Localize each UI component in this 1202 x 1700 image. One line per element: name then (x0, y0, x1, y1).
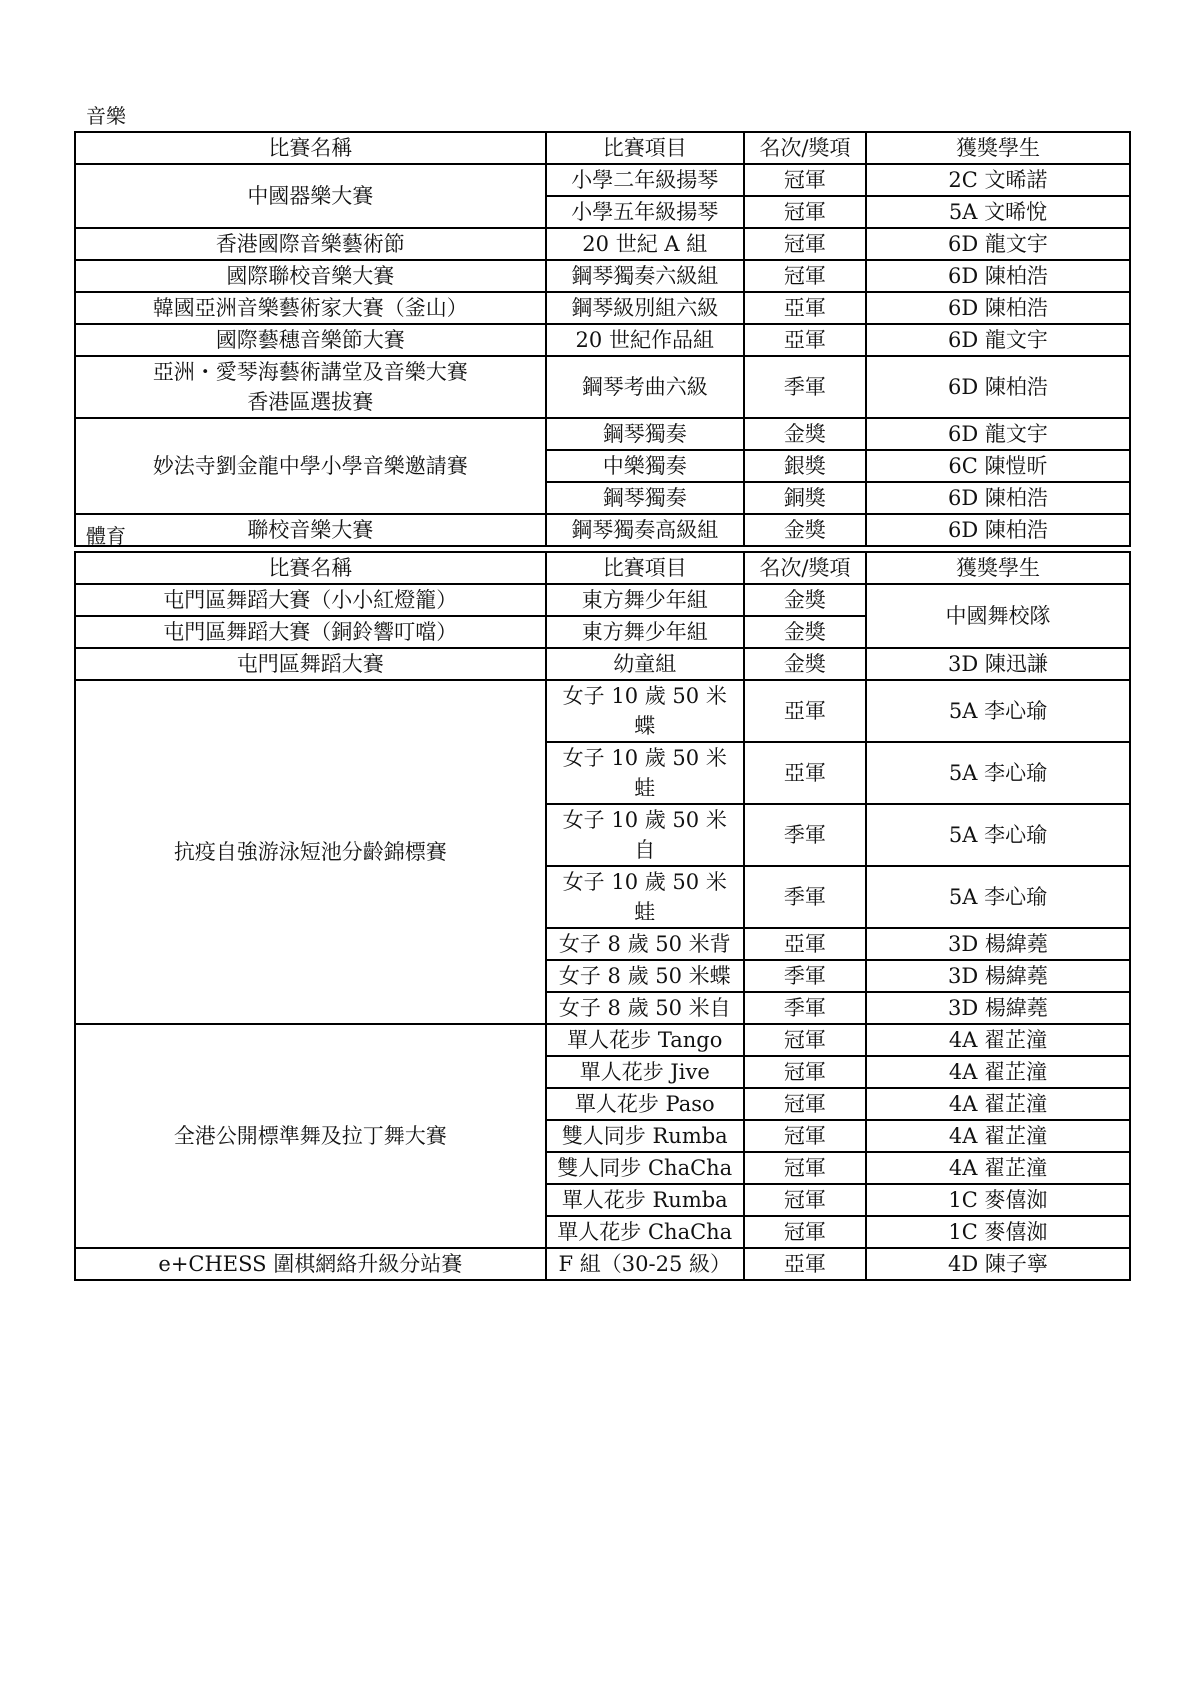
award-rank-cell: 冠軍 (744, 1184, 866, 1216)
award-student-cell: 3D 陳迅謙 (866, 648, 1130, 680)
award-student-cell: 4A 翟芷潼 (866, 1088, 1130, 1120)
sports-section-title: 體育 (86, 524, 126, 548)
competition-name-cell: 聯校音樂大賽 (75, 514, 546, 546)
competition-item-cell: 小學五年級揚琴 (546, 196, 744, 228)
competition-item-cell: 20 世紀作品組 (546, 324, 744, 356)
award-student-cell: 5A 李心瑜 (866, 742, 1130, 804)
competition-item-cell: 女子 8 歲 50 米自 (546, 992, 744, 1024)
table-row (75, 356, 1130, 418)
award-student-cell: 4A 翟芷潼 (866, 1024, 1130, 1056)
award-student-cell: 5A 李心瑜 (866, 804, 1130, 866)
table-row (75, 1248, 1130, 1280)
competition-name-cell: 國際藝穗音樂節大賽 (75, 324, 546, 356)
award-student-cell: 1C 麥僖洳 (866, 1184, 1130, 1216)
music-section-title: 音樂 (86, 104, 126, 128)
competition-name-cell: 妙法寺劉金龍中學小學音樂邀請賽 (75, 418, 546, 514)
table-row (75, 1024, 1130, 1056)
award-rank-cell: 亞軍 (744, 680, 866, 742)
award-rank-cell: 亞軍 (744, 1248, 866, 1280)
award-rank-cell: 冠軍 (744, 164, 866, 196)
competition-item-cell: 女子 10 歲 50 米 自 (546, 804, 744, 866)
competition-item-cell: 女子 8 歲 50 米背 (546, 928, 744, 960)
award-rank-cell: 金獎 (744, 648, 866, 680)
award-student-cell: 6D 陳柏浩 (866, 356, 1130, 418)
award-rank-cell: 冠軍 (744, 1152, 866, 1184)
award-rank-cell: 冠軍 (744, 1024, 866, 1056)
award-student-cell: 3D 楊緯蕘 (866, 992, 1130, 1024)
table-row (75, 648, 1130, 680)
competition-item-cell: 鋼琴獨奏 (546, 482, 744, 514)
award-rank-cell: 亞軍 (744, 324, 866, 356)
header-student: 獲獎學生 (866, 132, 1130, 164)
competition-name-cell: 屯門區舞蹈大賽 (75, 648, 546, 680)
table-row (75, 260, 1130, 292)
award-student-cell: 6D 陳柏浩 (866, 292, 1130, 324)
table-header-row (75, 552, 1130, 584)
award-student-cell: 6C 陳愷昕 (866, 450, 1130, 482)
competition-item-cell: 女子 8 歲 50 米蝶 (546, 960, 744, 992)
award-rank-cell: 亞軍 (744, 292, 866, 324)
table-row (75, 164, 1130, 196)
competition-name-cell: 抗疫自強游泳短池分齡錦標賽 (75, 680, 546, 1024)
table-row (75, 584, 1130, 616)
competition-item-cell: 鋼琴獨奏六級組 (546, 260, 744, 292)
competition-item-cell: 鋼琴獨奏高級組 (546, 514, 744, 546)
competition-name-cell: 中國器樂大賽 (75, 164, 546, 228)
competition-item-cell: F 組（30-25 級） (546, 1248, 744, 1280)
competition-item-cell: 鋼琴獨奏 (546, 418, 744, 450)
award-student-cell: 6D 龍文宇 (866, 228, 1130, 260)
competition-item-cell: 幼童組 (546, 648, 744, 680)
competition-name-cell: 亞洲・愛琴海藝術講堂及音樂大賽 香港區選拔賽 (75, 356, 546, 418)
award-student-cell: 6D 龍文宇 (866, 418, 1130, 450)
competition-item-cell: 東方舞少年組 (546, 584, 744, 616)
award-rank-cell: 冠軍 (744, 1216, 866, 1248)
award-rank-cell: 季軍 (744, 960, 866, 992)
table-row (75, 514, 1130, 546)
competition-item-cell: 中樂獨奏 (546, 450, 744, 482)
award-rank-cell: 亞軍 (744, 928, 866, 960)
competition-item-cell: 單人花步 ChaCha (546, 1216, 744, 1248)
award-rank-cell: 亞軍 (744, 742, 866, 804)
competition-item-cell: 單人花步 Rumba (546, 1184, 744, 1216)
award-rank-cell: 季軍 (744, 804, 866, 866)
award-rank-cell: 季軍 (744, 992, 866, 1024)
award-student-cell: 5A 李心瑜 (866, 866, 1130, 928)
competition-item-cell: 女子 10 歲 50 米 蝶 (546, 680, 744, 742)
award-rank-cell: 冠軍 (744, 1088, 866, 1120)
award-rank-cell: 金獎 (744, 584, 866, 616)
award-student-cell: 5A 文晞悅 (866, 196, 1130, 228)
competition-item-cell: 雙人同步 Rumba (546, 1120, 744, 1152)
award-rank-cell: 冠軍 (744, 196, 866, 228)
award-rank-cell: 冠軍 (744, 260, 866, 292)
table-row (75, 228, 1130, 260)
award-rank-cell: 金獎 (744, 418, 866, 450)
award-student-cell: 2C 文晞諾 (866, 164, 1130, 196)
competition-name-cell: 屯門區舞蹈大賽（小小紅燈籠） (75, 584, 546, 616)
award-rank-cell: 金獎 (744, 514, 866, 546)
award-rank-cell: 季軍 (744, 356, 866, 418)
award-student-cell: 1C 麥僖洳 (866, 1216, 1130, 1248)
table-row (75, 680, 1130, 742)
competition-item-cell: 東方舞少年組 (546, 616, 744, 648)
award-student-cell: 4A 翟芷潼 (866, 1120, 1130, 1152)
header-item: 比賽項目 (546, 132, 744, 164)
award-student-cell: 4A 翟芷潼 (866, 1152, 1130, 1184)
header-rank: 名次/獎項 (744, 552, 866, 584)
award-rank-cell: 銅獎 (744, 482, 866, 514)
award-rank-cell: 季軍 (744, 866, 866, 928)
header-competition: 比賽名稱 (75, 552, 546, 584)
table-row (75, 324, 1130, 356)
sports-awards-table (74, 551, 1131, 1281)
competition-item-cell: 單人花步 Tango (546, 1024, 744, 1056)
award-student-cell: 5A 李心瑜 (866, 680, 1130, 742)
award-rank-cell: 冠軍 (744, 228, 866, 260)
header-item: 比賽項目 (546, 552, 744, 584)
table-header-row (75, 132, 1130, 164)
competition-item-cell: 女子 10 歲 50 米 蛙 (546, 866, 744, 928)
competition-item-cell: 鋼琴考曲六級 (546, 356, 744, 418)
competition-name-cell: 屯門區舞蹈大賽（銅鈴響叮噹） (75, 616, 546, 648)
competition-item-cell: 單人花步 Jive (546, 1056, 744, 1088)
award-rank-cell: 銀獎 (744, 450, 866, 482)
competition-name-cell: 全港公開標準舞及拉丁舞大賽 (75, 1024, 546, 1248)
competition-name-cell: 香港國際音樂藝術節 (75, 228, 546, 260)
award-rank-cell: 冠軍 (744, 1120, 866, 1152)
competition-item-cell: 小學二年級揚琴 (546, 164, 744, 196)
award-student-cell: 6D 龍文宇 (866, 324, 1130, 356)
competition-name-cell: 國際聯校音樂大賽 (75, 260, 546, 292)
award-student-cell: 6D 陳柏浩 (866, 260, 1130, 292)
table-row (75, 418, 1130, 450)
competition-name-cell: e+CHESS 圍棋網絡升級分站賽 (75, 1248, 546, 1280)
award-student-cell: 中國舞校隊 (866, 584, 1130, 648)
header-student: 獲獎學生 (866, 552, 1130, 584)
award-student-cell: 4A 翟芷潼 (866, 1056, 1130, 1088)
table-row (75, 292, 1130, 324)
award-student-cell: 4D 陳子寧 (866, 1248, 1130, 1280)
header-competition: 比賽名稱 (75, 132, 546, 164)
award-student-cell: 6D 陳柏浩 (866, 514, 1130, 546)
competition-name-cell: 韓國亞洲音樂藝術家大賽（釜山） (75, 292, 546, 324)
award-student-cell: 3D 楊緯蕘 (866, 960, 1130, 992)
award-rank-cell: 冠軍 (744, 1056, 866, 1088)
competition-item-cell: 女子 10 歲 50 米 蛙 (546, 742, 744, 804)
competition-item-cell: 單人花步 Paso (546, 1088, 744, 1120)
award-student-cell: 6D 陳柏浩 (866, 482, 1130, 514)
competition-item-cell: 20 世紀 A 組 (546, 228, 744, 260)
award-rank-cell: 金獎 (744, 616, 866, 648)
competition-item-cell: 雙人同步 ChaCha (546, 1152, 744, 1184)
competition-item-cell: 鋼琴級別組六級 (546, 292, 744, 324)
header-rank: 名次/獎項 (744, 132, 866, 164)
music-awards-table (74, 131, 1131, 547)
award-student-cell: 3D 楊緯蕘 (866, 928, 1130, 960)
